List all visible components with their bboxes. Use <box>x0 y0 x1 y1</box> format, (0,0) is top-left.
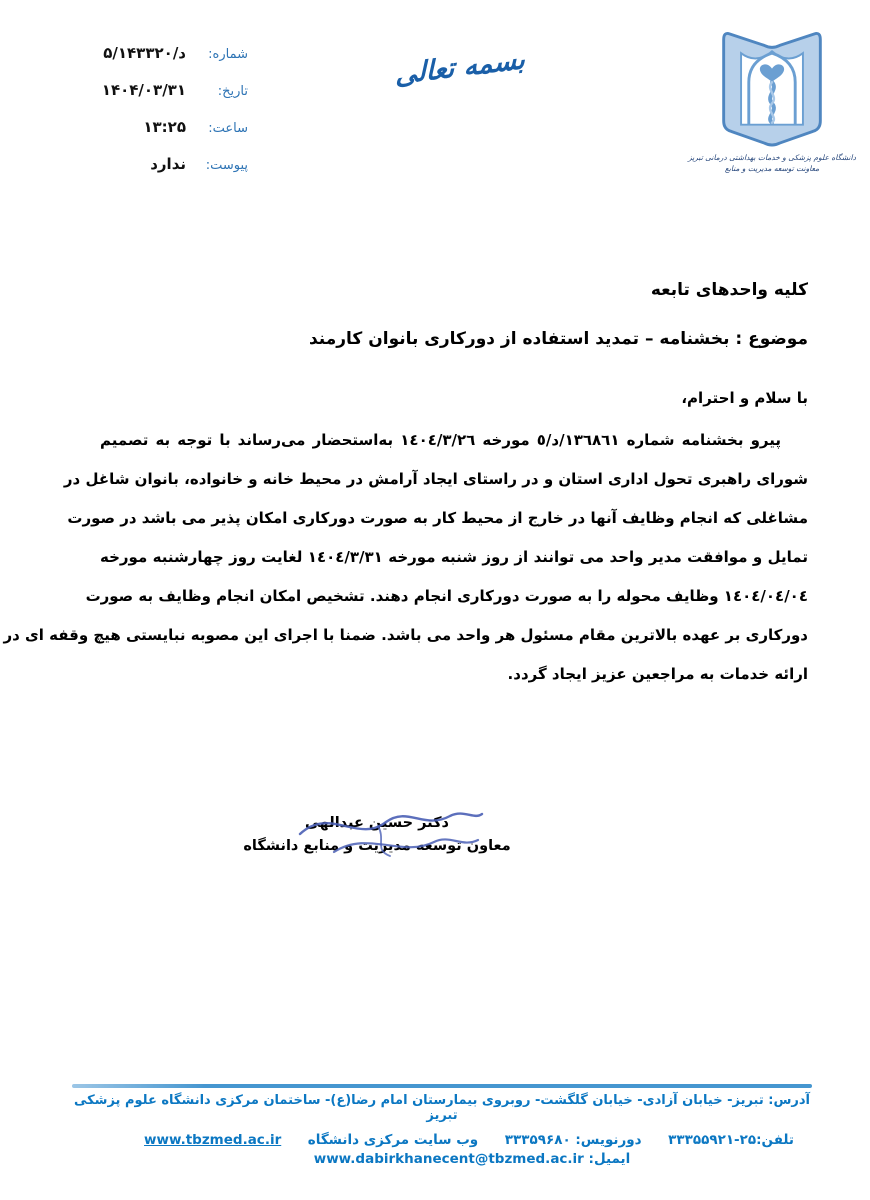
recipient-line: کلیه واحدهای تابعه <box>650 280 808 300</box>
email-label: ایمیل: <box>588 1151 631 1167</box>
body-line: پیرو بخشنامه شماره ١٣٦٨٦١/د/٥ مورخه ١٤٠٤/٣/٢٦ به‌استحضار می‌رساند با توجه به تصمیم <box>100 431 781 449</box>
letter-meta-block <box>36 44 248 192</box>
footer-contacts-row <box>72 1132 812 1148</box>
attachment-value: ندارد <box>150 155 186 173</box>
signer-title: معاون توسعه مدیریت و منابع دانشگاه <box>243 838 511 854</box>
body-line: شورای راهبری تحول اداری استان و در راستای ایجاد آرامش در محیط خانه و خانواده، بانوان شاغل در <box>63 470 808 488</box>
university-logo-emblem <box>714 26 830 148</box>
fax-number: ۳۳۳۵۹۶۸۰ <box>504 1132 571 1148</box>
body-line: تمایل و موافقت مدیر واحد می توانند از روز شنبه مورخه ١٤٠٤/٣/٣١ لغایت روز چهارشنبه مورخه <box>100 548 808 566</box>
footer-address: آدرس: تبریز- خیابان آزادی- خیابان گلگشت- روبروی بیمارستان امام رضا(ع)- ساختمان مرکزی دانشگاه علوم پزشکی تبریز <box>73 1093 811 1123</box>
time-value: ۱۳:۲۵ <box>143 118 186 136</box>
signature-block <box>227 812 527 858</box>
email-link[interactable]: www.dabirkhanecent@tbzmed.ac.ir <box>313 1151 584 1167</box>
date-value: ۱۴۰۴/۰۳/۳۱ <box>101 81 186 99</box>
letter-body <box>3 421 808 694</box>
meta-row-date <box>36 81 248 118</box>
number-value: ۵/د/۱۴۳۳۲۰ <box>103 44 186 62</box>
date-label: تاریخ: <box>217 84 248 99</box>
signer-name: دکتر حسین عبدالهی <box>305 815 449 831</box>
time-label: ساعت: <box>208 121 248 136</box>
number-label: شماره: <box>208 47 248 62</box>
subject-line: موضوع : بخشنامه – تمدید استفاده از دورکاری بانوان کارمند <box>308 329 808 349</box>
salutation-line: با سلام و احترام، <box>681 389 808 407</box>
attachment-label: پیوست: <box>205 158 248 173</box>
website-label: وب سایت مرکزی دانشگاه <box>307 1132 479 1148</box>
body-line: مشاغلی که انجام وظایف آنها در خارج از محیط کار به صورت دورکاری امکان پذیر می باشد در صورت <box>67 509 808 527</box>
university-name-text: دانشگاه علوم پزشکی و خدمات بهداشتی درمانی تبریز <box>688 153 856 162</box>
phone-item <box>668 1132 794 1148</box>
fax-label: دورنویس: <box>575 1132 642 1148</box>
phone-number: ۳۳۳۵۵۹۲۱-۲۵ <box>668 1132 757 1148</box>
fax-item <box>505 1132 642 1148</box>
website-link[interactable]: www.tbzmed.ac.ir <box>144 1132 282 1148</box>
meta-row-time <box>36 118 248 155</box>
footer-divider <box>72 1084 812 1088</box>
phone-label: تلفن: <box>756 1132 794 1148</box>
body-line: ارائه خدمات به مراجعین عزیز ایجاد گردد. <box>507 665 808 683</box>
body-line: دورکاری بر عهده بالاترین مقام مسئول هر واحد می باشد. ضمنا با اجرای این مصوبه نبایستی هیچ وقفه ای در <box>3 626 808 644</box>
footer-email-row <box>72 1151 812 1167</box>
letterhead-footer <box>72 1084 812 1167</box>
university-logo-block <box>680 26 864 174</box>
besmele-calligraphy: بسمه تعالی <box>394 43 526 92</box>
meta-row-number <box>36 44 248 81</box>
body-line: ١٤٠٤/٠٤/٠٤ وظایف محوله را به صورت دورکاری انجام دهند. تشخیص امکان انجام وظایف به صورت <box>85 587 808 605</box>
meta-row-attachment <box>36 155 248 192</box>
deputy-name-text: معاونت توسعه مدیریت و منابع <box>724 164 820 173</box>
